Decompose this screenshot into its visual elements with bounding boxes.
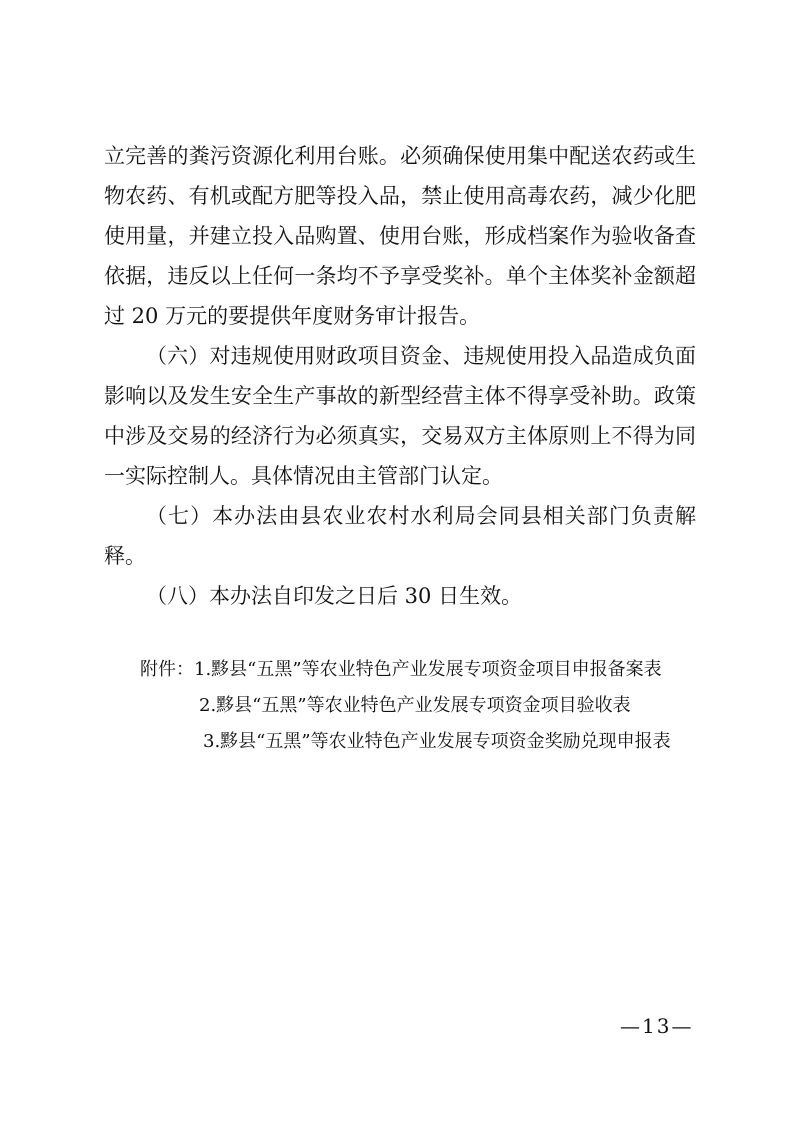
paragraph-line: 物农药、有机或配方肥等投入品，禁止使用高毒农药，减少化肥 bbox=[104, 184, 696, 208]
paragraph-line: （六）对违规使用财政项目资金、违规使用投入品造成负面 bbox=[146, 344, 696, 368]
body-text bbox=[104, 136, 696, 616]
attachments-list bbox=[140, 652, 740, 760]
paragraph-line: 使用量，并建立投入品购置、使用台账，形成档案作为验收备查 bbox=[104, 224, 696, 248]
paragraph-line: 过 20 万元的要提供年度财务审计报告。 bbox=[104, 304, 481, 328]
attachment-item: 附件：1.黟县“五黑”等农业特色产业发展专项资金项目申报备案表 bbox=[140, 659, 662, 680]
paragraph-line: 释。 bbox=[104, 544, 146, 568]
paragraph-line: 影响以及发生安全生产事故的新型经营主体不得享受补助。政策 bbox=[104, 384, 696, 408]
paragraph-line: 依据，违反以上任何一条均不予享受奖补。单个主体奖补金额超 bbox=[104, 264, 696, 288]
page-number: —13— bbox=[620, 1014, 694, 1038]
attachment-item: 3.黟县“五黑”等农业特色产业发展专项资金奖励兑现申报表 bbox=[203, 731, 671, 752]
paragraph-line: 中涉及交易的经济行为必须真实，交易双方主体原则上不得为同 bbox=[104, 424, 696, 448]
paragraph-line: （七）本办法由县农业农村水利局会同县相关部门负责解 bbox=[146, 504, 696, 528]
paragraph-line: 一实际控制人。具体情况由主管部门认定。 bbox=[104, 464, 503, 488]
paragraph-line: （八）本办法自印发之日后 30 日生效。 bbox=[146, 584, 523, 608]
paragraph-line: 立完善的粪污资源化利用台账。必须确保使用集中配送农药或生 bbox=[104, 144, 696, 168]
attachment-item: 2.黟县“五黑”等农业特色产业发展专项资金项目验收表 bbox=[199, 695, 631, 716]
